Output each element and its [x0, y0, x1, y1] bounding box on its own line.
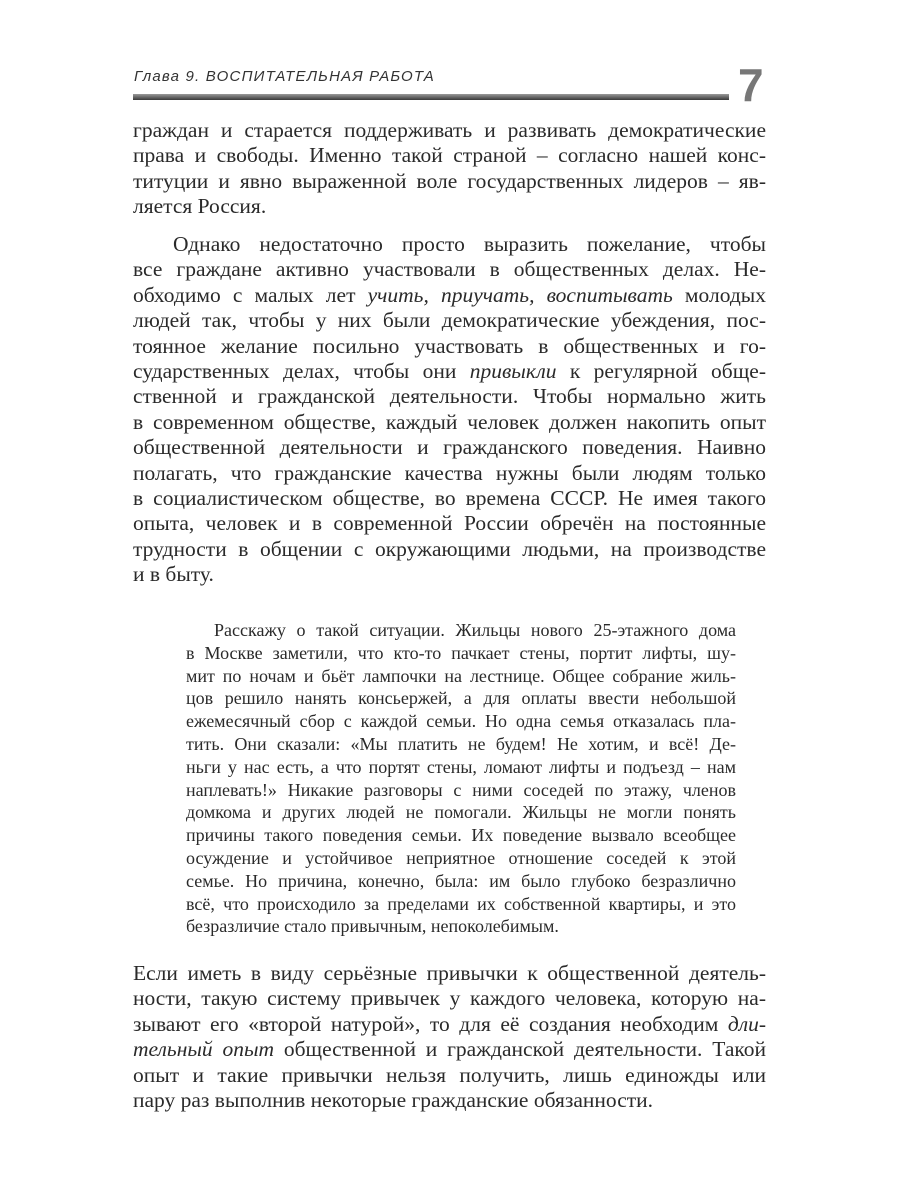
text-line [133, 334, 766, 359]
text-segment: Если иметь в виду серьёзные привычки к общественной деятель- [133, 961, 766, 985]
text-segment: все граждане активно участвовали в общественных делах. Не- [133, 257, 766, 282]
text-segment: тить. Они сказали: «Мы платить не будем! Не хотим, и всё! Де- [186, 733, 736, 754]
text-line [133, 384, 766, 409]
text-segment: общественной и гражданской деятельности. Такой [274, 1037, 766, 1062]
text-line [133, 461, 766, 486]
text-line [133, 232, 766, 257]
text-line [186, 642, 736, 665]
text-segment: полагать, что гражданские качества нужны были людям только [133, 460, 766, 485]
paragraph-1 [133, 118, 766, 220]
text-line [186, 847, 736, 870]
text-segment: опыта, человек и в современной России обречён на постоянные [133, 511, 766, 536]
text-line [133, 537, 766, 562]
text-line [133, 486, 766, 511]
text-segment: молодых [672, 282, 766, 307]
text-segment: в современном обществе, каждый человек должен накопить опыт [133, 409, 766, 434]
text-line [186, 870, 736, 893]
text-line [133, 435, 766, 460]
text-line [186, 687, 736, 710]
text-segment: ности, такую систему привычек у каждого человека, которую на- [133, 986, 766, 1011]
text-line [133, 359, 766, 384]
text-segment: и в быту. [133, 562, 214, 587]
text-line [133, 961, 766, 986]
text-segment: опыт и такие привычки нельзя получить, лишь единожды или [133, 1062, 766, 1087]
text-segment: цов решило нанять консьержей, а для оплаты ввести небольшой [186, 688, 736, 709]
text-segment: Расскажу о такой ситуации. Жильцы нового 25-этажного дома [214, 620, 736, 640]
text-line [186, 665, 736, 688]
text-segment: причины такого поведения семьи. Их поведение вызвало всеобщее [186, 825, 736, 846]
text-segment: в Москве заметили, что кто-то пачкает стены, портит лифты, шу- [186, 642, 736, 663]
text-segment: титуции и явно выраженной воле государственных лидеров – яв- [133, 168, 766, 193]
text-line [186, 915, 736, 938]
text-segment: ственной и гражданской деятельности. Чтобы нормально жить [133, 384, 766, 409]
text-segment: пару раз выполнив некоторые гражданские обязанности. [133, 1088, 654, 1113]
text-line [133, 1037, 766, 1062]
text-segment: Однако недостаточно просто выразить пожелание, чтобы [173, 232, 766, 256]
text-line [186, 756, 736, 779]
text-segment: людей так, чтобы у них были демократические убеждения, пос- [133, 308, 766, 333]
text-segment: всё, что происходило за пределами их собственной квартиры, и это [186, 893, 736, 914]
emphasis-text: тельный опыт [133, 1037, 275, 1062]
header-rule [133, 94, 729, 100]
text-line [186, 619, 736, 642]
text-segment: осуждение и устойчивое неприятное отношение соседей к этой [186, 847, 736, 868]
text-line [133, 1063, 766, 1088]
text-segment: права и свободы. Именно такой страной – согласно нашей конс- [133, 143, 766, 168]
text-segment: в социалистическом обществе, во времена СССР. Не имея такого [133, 486, 766, 511]
text-line [133, 986, 766, 1011]
text-line [133, 1088, 766, 1113]
text-line [186, 893, 736, 916]
paragraph-3 [133, 961, 766, 1113]
text-line [186, 710, 736, 733]
text-line [133, 118, 766, 143]
text-line [186, 733, 736, 756]
text-line [133, 257, 766, 282]
text-segment: ежемесячный сбор с каждой семьи. Но одна семья отказалась пла- [186, 711, 736, 732]
text-line [133, 169, 766, 194]
quote-block [186, 619, 736, 938]
text-segment: обходимо с малых лет [133, 282, 368, 307]
text-segment: трудности в общении с окружающими людьми, на производстве [133, 536, 766, 561]
text-segment: наплевать!» Никакие разговоры с ними соседей по этажу, членов [186, 779, 736, 800]
text-segment: семье. Но причина, конечно, была: им было глубоко безразлично [186, 870, 736, 891]
text-line [133, 143, 766, 168]
text-line [133, 308, 766, 333]
text-segment: граждан и старается поддерживать и развивать демократические [133, 118, 766, 142]
text-segment: тоянное желание посильно участвовать в общественных и го- [133, 333, 766, 358]
text-segment: зывают его «второй натурой», то для её создания необходим [133, 1011, 728, 1036]
text-segment: к регулярной обще- [556, 359, 766, 384]
emphasis-text: дли- [727, 1011, 766, 1036]
text-segment: сударственных делах, чтобы они [133, 359, 470, 384]
emphasis-text: учить, приучать, воспитывать [367, 282, 673, 307]
paragraph-2 [133, 232, 766, 588]
text-line [133, 410, 766, 435]
text-line [133, 1012, 766, 1037]
page-number: 7 [738, 59, 764, 111]
emphasis-text: привыкли [469, 359, 557, 384]
text-line [186, 801, 736, 824]
text-segment: ляется Россия. [133, 194, 267, 219]
text-segment: безразличие стало привычным, непоколебимым. [186, 916, 559, 937]
text-line [133, 562, 766, 587]
text-line [133, 511, 766, 536]
text-line [186, 824, 736, 847]
text-segment: ньги у нас есть, а что портят стены, ломают лифты и подъезд – нам [186, 756, 736, 777]
text-segment: домкома и других людей не помогали. Жильцы не могли понять [186, 802, 736, 823]
running-header-title: Глава 9. ВОСПИТАТЕЛЬНАЯ РАБОТА [134, 68, 435, 85]
text-line [133, 194, 766, 219]
text-line [186, 779, 736, 802]
text-segment: мит по ночам и бьёт лампочки на лестнице. Общее собрание жиль- [186, 665, 736, 686]
text-line [133, 283, 766, 308]
text-segment: общественной деятельности и гражданского поведения. Наивно [133, 435, 766, 460]
